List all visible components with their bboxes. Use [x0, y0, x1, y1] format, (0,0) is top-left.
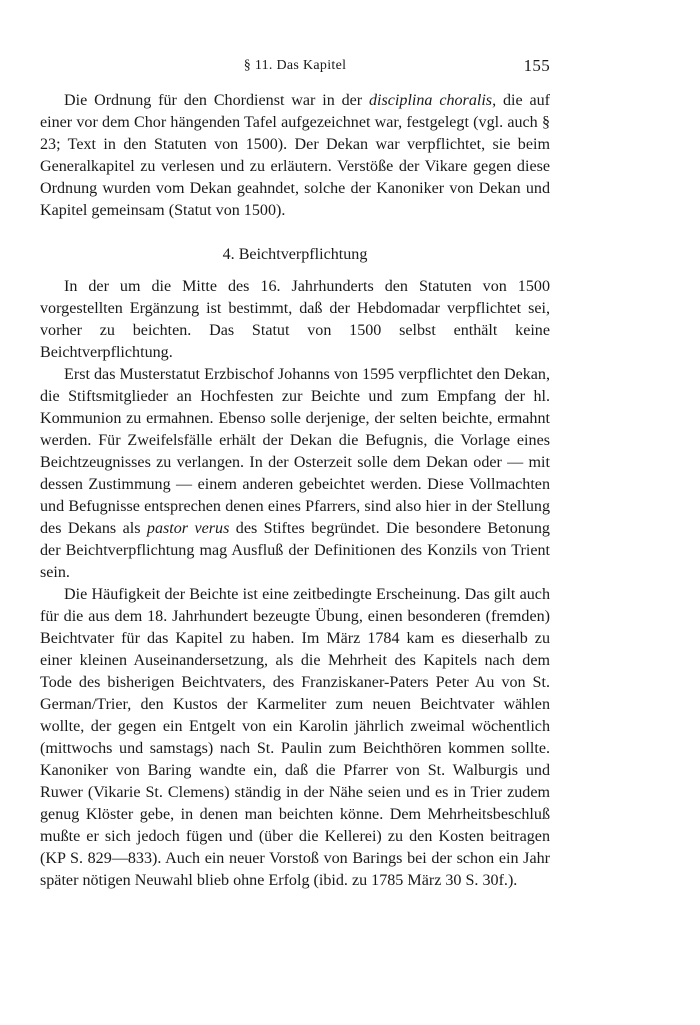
- paragraph-musterstatut: [40, 364, 550, 584]
- paragraph-text: des Stiftes begründet. Die besondere Betonung der Beichtverpflichtung mag Ausfluß der Definitionen des Konzils von Trient sein.: [40, 520, 550, 581]
- paragraph-ergaenzung: In der um die Mitte des 16. Jahrhunderts den Statuten von 1500 vorgestellten Ergänzung ist bestimmt, daß der Hebdomadar verpflichtet sei, vorher zu beichten. Das Statut von 1500 selbst enthält keine Beichtverpflichtung.: [40, 278, 550, 361]
- paragraph-text: , die auf einer vor dem Chor hängenden Tafel aufgezeichnet war, festgelegt (vgl. auch § 23; Text in den Statuten von 1500). Der Dekan war verpflichtet, sie beim Generalkapitel zu verlesen und zu erläutern. Verstöße der Vikare gegen diese Ordnung wurden vom Dekan geahndet, solche der Kanoniker von Dekan und Kapitel gemeinsam (Statut von 1500).: [40, 92, 550, 219]
- page-number: 155: [523, 56, 550, 75]
- paragraph-haeufigkeit: Die Häufigkeit der Beichte ist eine zeitbedingte Erscheinung. Das gilt auch für die aus dem 18. Jahrhundert bezeugte Übung, einen besonderen (fremden) Beichtvater für das Kapitel zu haben. Im März 1784 kam es dieserhalb zu einer kleinen Auseinandersetzung, als die Mehrheit des Kapitels nach dem Tode des bisherigen Beichtvaters, des Franziskaner-Paters Peter Au von St. German/Trier, den Kustos der Karmeliter zum neuen Beichtvater wählen wollte, der gegen ein Entgelt von ein Karolin jährlich zweimal wöchentlich (mittwochs und samstags) nach St. Paulin zum Beichthören kommen sollte. Kanoniker von Baring wandte ein, daß die Pfarrer von St. Walburgis und Ruwer (Vikarie St. Clemens) ständig in der Nähe seien und es in Trier zudem genug Klöster gebe, in denen man beichten könne. Dem Mehrheitsbeschluß mußte er sich jedoch fügen und (über die Kellerei) zu den Kosten beitragen (KP S. 829—833). Auch ein neuer Vorstoß von Barings bei der schon ein Jahr später nötigen Neuwahl blieb ohne Erfolg (ibid. zu 1785 März 30 S. 30f.).: [40, 586, 550, 889]
- emphasis-pastor-verus: pastor verus: [146, 520, 230, 537]
- body-text: [40, 90, 550, 892]
- running-head-title: § 11. Das Kapitel: [243, 58, 347, 73]
- emphasis-disciplina-choralis: disciplina choralis: [369, 92, 493, 109]
- paragraph-chordienst: [40, 90, 550, 222]
- paragraph-text: Die Ordnung für den Chordienst war in der: [64, 92, 369, 109]
- paragraph-text: Erst das Musterstatut Erzbischof Johanns von 1595 verpflichtet den Dekan, die Stiftsmitglieder an Hochfesten zur Beichte und zum Empfang der hl. Kommunion zu ermahnen. Ebenso solle derjenige, der selten beichte, ermahnt werden. Für Zweifelsfälle erhält der Dekan die Befugnis, die Vorlage eines Beichtzeugnisses zu verlangen. In der Osterzeit solle dem Dekan oder — mit dessen Zustimmung — einem anderen gebeichtet werden. Diese Vollmachten und Befugnisse entsprechen denen eines Pfarrers, sind also hier in der Stellung des Dekans als: [40, 366, 550, 537]
- section-heading: 4. Beichtverpflichtung: [222, 246, 368, 263]
